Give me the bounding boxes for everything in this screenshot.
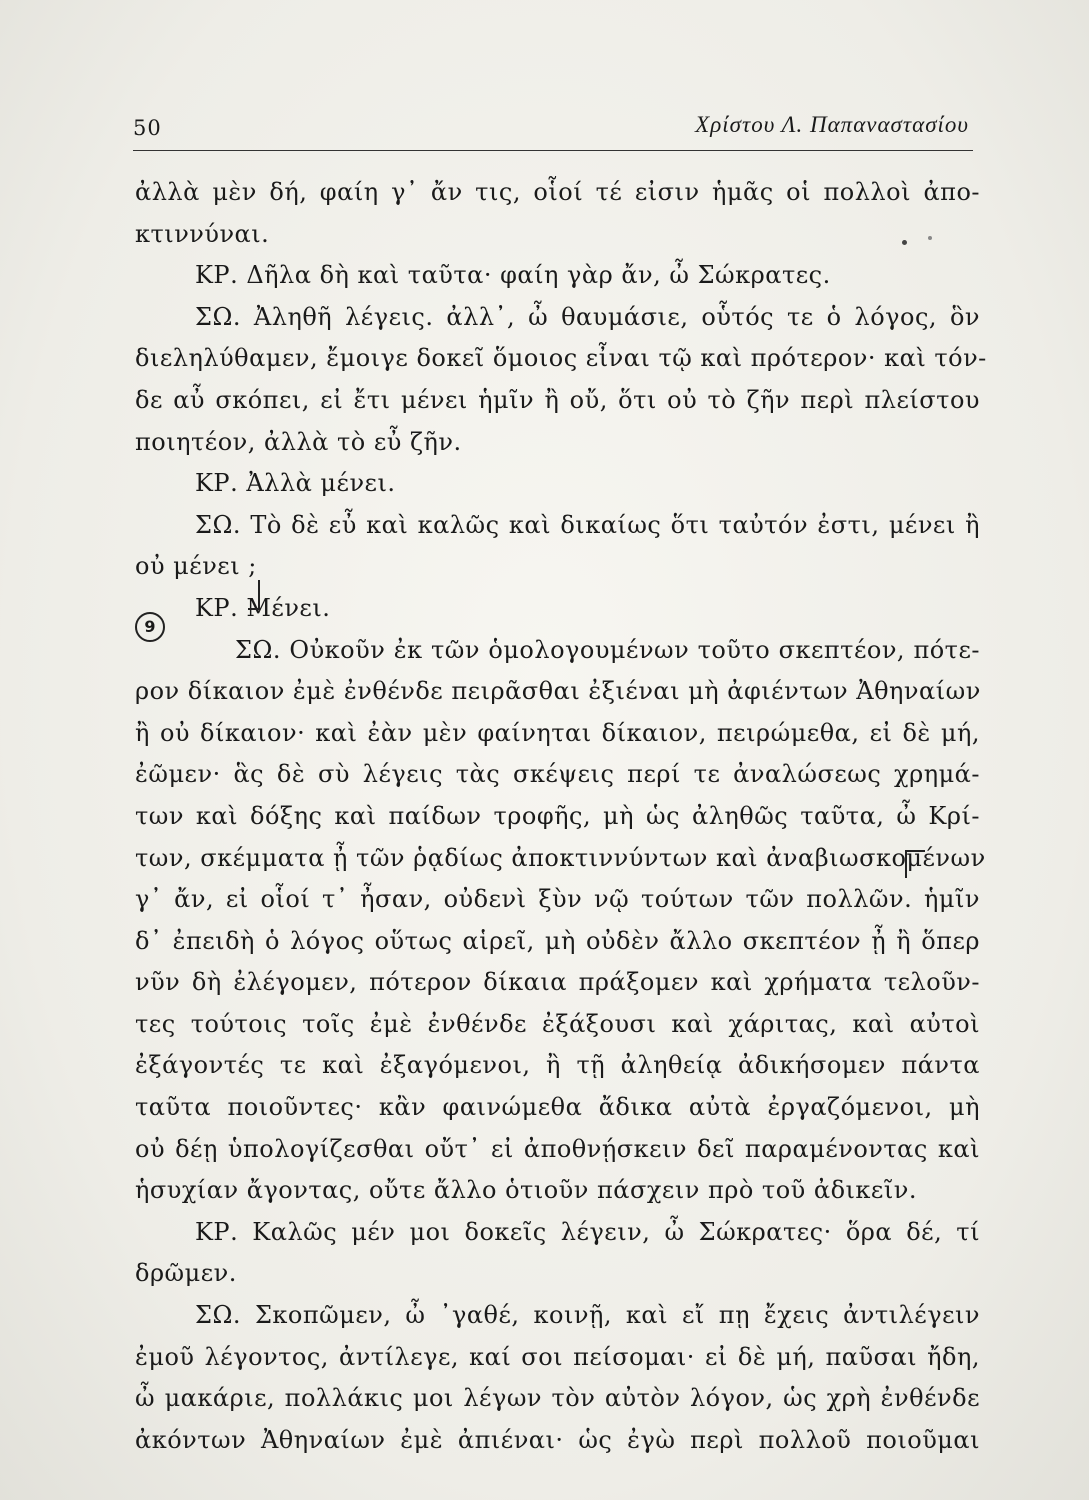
text-line: ἀκόντων Ἀθηναίων ἐμὲ ἀπιέναι· ὡς ἐγὼ περὶ πολλοῦ ποιοῦμαι	[135, 1425, 980, 1454]
handwritten-bracket-mark	[248, 580, 260, 610]
text-line: των, σκέμματα ᾖ τῶν ῥᾳδίως ἀποκτιννύντων καὶ ἀναβιωσκομένων	[135, 843, 986, 872]
text-line: ἀλλὰ μὲν δή, φαίη γ᾿ ἄν τις, οἷοί τέ εἰσιν ἡμᾶς οἱ πολλοὶ ἀπο-	[135, 178, 980, 206]
text-line: ΚΡ. Μένει.	[195, 593, 331, 622]
text-line: ἐξάγοντές τε καὶ ἐξαγόμενοι, ἢ τῇ ἀληθείᾳ ἀδικήσομεν πάντα	[135, 1051, 980, 1080]
text-line: ΣΩ. Οὐκοῦν ἐκ τῶν ὁμολογουμένων τοῦτο σκεπτέον, πότε-	[235, 635, 980, 664]
marginal-section-number: 9	[135, 612, 165, 642]
ink-speck	[928, 236, 932, 240]
text-line: ΣΩ. Τὸ δὲ εὖ καὶ καλῶς καὶ δικαίως ὅτι ταὐτόν ἐστι, μένει ἢ	[195, 510, 980, 539]
text-line: ἡσυχίαν ἄγοντας, οὔτε ἄλλο ὁτιοῦν πάσχειν πρὸ τοῦ ἀδικεῖν.	[135, 1176, 917, 1205]
text-line: οὐ δέῃ ὑπολογίζεσθαι οὔτ᾿ εἰ ἀποθνῄσκειν δεῖ παραμένοντας καὶ	[135, 1134, 980, 1163]
text-line: των καὶ δόξης καὶ παίδων τροφῆς, μὴ ὡς ἀληθῶς ταῦτα, ὦ Κρί-	[135, 801, 980, 830]
text-line: ΚΡ. Ἀλλὰ μένει.	[195, 469, 396, 498]
text-line: ΚΡ. Δῆλα δὴ καὶ ταῦτα· φαίη γὰρ ἄν, ὦ Σώκρατες.	[195, 261, 831, 290]
text-line: τες τούτοις τοῖς ἐμὲ ἐνθένδε ἐξάξουσι καὶ χάριτας, καὶ αὐτοὶ	[135, 1009, 980, 1038]
text-line: δε αὖ σκόπει, εἰ ἔτι μένει ἡμῖν ἢ οὔ, ὅτι οὐ τὸ ζῆν περὶ πλείστου	[135, 385, 980, 414]
text-line: ΚΡ. Καλῶς μέν μοι δοκεῖς λέγειν, ὦ Σώκρατες· ὅρα δέ, τί	[195, 1217, 980, 1246]
text-line: ΣΩ. Σκοπῶμεν, ὦ ᾿γαθέ, κοινῇ, καὶ εἴ πῃ ἔχεις ἀντιλέγειν	[195, 1301, 980, 1330]
text-line: δ᾿ ἐπειδὴ ὁ λόγος οὕτως αἱρεῖ, μὴ οὐδὲν ἄλλο σκεπτέον ᾖ ἢ ὅπερ	[135, 926, 980, 955]
text-line: κτιννύναι.	[135, 219, 270, 248]
text-line: διεληλύθαμεν, ἔμοιγε δοκεῖ ὅμοιος εἶναι τῷ καὶ πρότερον· καὶ τόν-	[135, 344, 987, 373]
handwritten-bracket-mark	[905, 850, 925, 878]
text-line: ἐῶμεν· ἃς δὲ σὺ λέγεις τὰς σκέψεις περί τε ἀναλώσεως χρημά-	[135, 760, 980, 789]
text-line: δρῶμεν.	[135, 1259, 237, 1288]
body-text	[135, 172, 987, 1461]
text-line: ΣΩ. Ἀληθῆ λέγεις. ἀλλ᾿, ὦ θαυμάσιε, οὗτός τε ὁ λόγος, ὃν	[195, 302, 980, 331]
text-line: ὦ μακάριε, πολλάκις μοι λέγων τὸν αὐτὸν λόγον, ὡς χρὴ ἐνθένδε	[135, 1384, 980, 1413]
text-line: ἢ οὐ δίκαιον· καὶ ἐὰν μὲν φαίνηται δίκαιον, πειρώμεθα, εἰ δὲ μή,	[135, 718, 980, 747]
page-number: 50	[133, 116, 162, 140]
text-line: ἐμοῦ λέγοντος, ἀντίλεγε, καί σοι πείσομαι· εἰ δὲ μή, παῦσαι ἤδη,	[135, 1342, 980, 1371]
text-line: ρον δίκαιον ἐμὲ ἐνθένδε πειρᾶσθαι ἐξιέναι μὴ ἀφιέντων Ἀθηναίων	[135, 677, 981, 706]
ink-speck	[902, 240, 907, 245]
header-rule	[133, 150, 973, 151]
text-line: γ᾿ ἄν, εἰ οἷοί τ᾿ ἦσαν, οὐδενὶ ξὺν νῷ τούτων τῶν πολλῶν. ἡμῖν	[135, 885, 980, 914]
text-line: ποιητέον, ἀλλὰ τὸ εὖ ζῆν.	[135, 427, 462, 456]
text-line: οὐ μένει ;	[135, 552, 257, 581]
running-title: Χρίστου Λ. Παπαναστασίου	[695, 112, 969, 137]
text-line: ταῦτα ποιοῦντες· κἂν φαινώμεθα ἄδικα αὐτὰ ἐργαζόμενοι, μὴ	[135, 1093, 980, 1122]
text-line: νῦν δὴ ἐλέγομεν, πότερον δίκαια πράξομεν καὶ χρήματα τελοῦν-	[135, 968, 980, 997]
page-header	[133, 112, 973, 148]
